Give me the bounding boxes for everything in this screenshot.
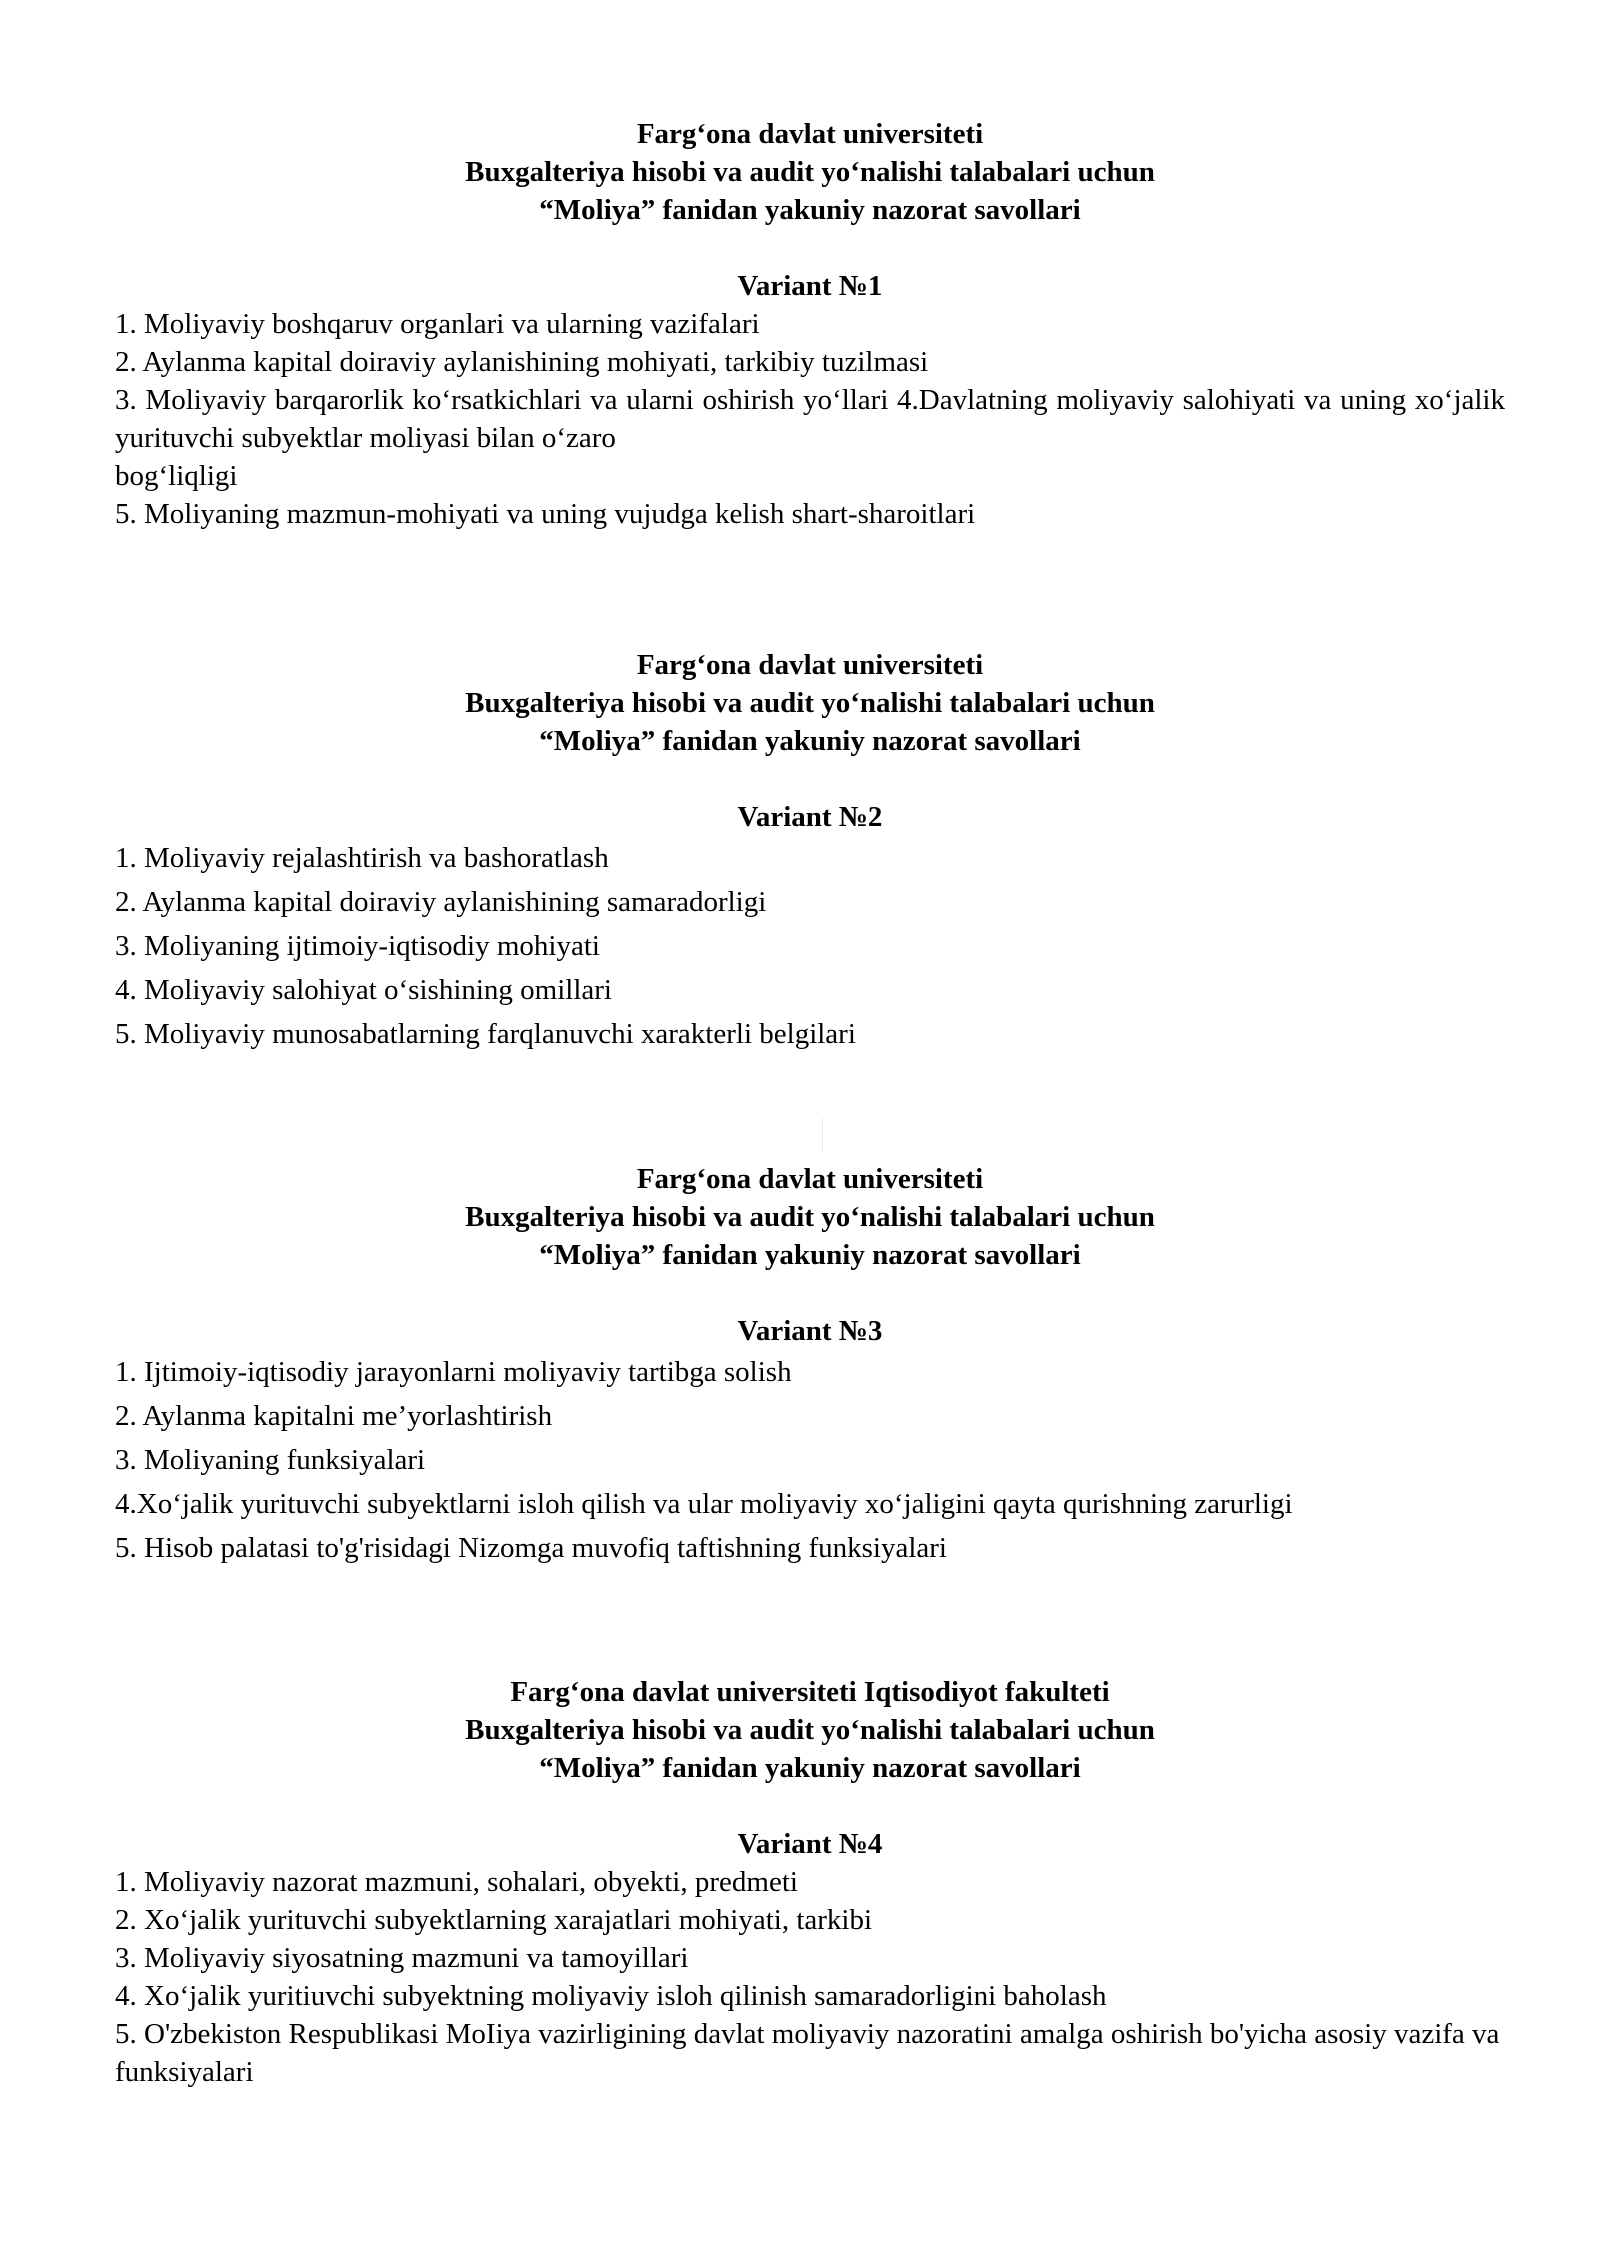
question-item: 5. O'zbekiston Respublikasi MoIiya vazirligining davlat moliyaviy nazoratini amalga oshirish bo'yicha asosiy vazifa va funksiyalari [115, 2018, 1500, 2088]
program-title: Buxgalteriya hisobi va audit yo‘nalishi talabalari uchun [465, 1201, 1155, 1233]
question-item: 1. Moliyaviy rejalashtirish va bashoratlash [115, 842, 609, 874]
program-title: Buxgalteriya hisobi va audit yo‘nalishi talabalari uchun [465, 1714, 1155, 1746]
variant-title: Variant №1 [737, 270, 883, 302]
variant-1-section [115, 115, 1505, 533]
question-item: 5. Moliyaning mazmun-mohiyati va uning vujudga kelish shart-sharoitlari [115, 498, 976, 530]
variant-4-section [115, 1673, 1505, 2091]
university-title: Farg‘ona davlat universiteti [636, 649, 984, 681]
question-item: 2. Aylanma kapital doiraviy aylanishining mohiyati, tarkibiy tuzilmasi [115, 346, 929, 378]
question-item: 5. Moliyaviy munosabatlarning farqlanuvchi xarakterli belgilari [115, 1018, 856, 1050]
question-item: 1. Moliyaviy nazorat mazmuni, sohalari, obyekti, predmeti [115, 1866, 798, 1898]
question-item: 3. Moliyaviy barqarorlik ko‘rsatkichlari va ularni oshirish yo‘llari 4.Davlatning moliyaviy salohiyati va uning xo‘jalik yurituvchi subyektlar moliyasi bilan o‘zaro [115, 384, 1505, 454]
question-item: 5. Hisob palatasi to'g'risidagi Nizomga muvofiq taftishning funksiyalari [115, 1532, 947, 1564]
question-item: 3. Moliyaning funksiyalari [115, 1444, 426, 1476]
question-item: 4. Moliyaviy salohiyat o‘sishining omillari [115, 974, 612, 1006]
question-item-continuation: bog‘liqligi [115, 460, 238, 492]
exam-title: “Moliya” fanidan yakuniy nazorat savollari [539, 1239, 1081, 1271]
university-title: Farg‘ona davlat universiteti [636, 1163, 984, 1195]
program-title: Buxgalteriya hisobi va audit yo‘nalishi talabalari uchun [465, 156, 1155, 188]
exam-title: “Moliya” fanidan yakuniy nazorat savollari [539, 1752, 1081, 1784]
faint-divider [822, 1118, 823, 1152]
question-item: 3. Moliyaning ijtimoiy-iqtisodiy mohiyati [115, 930, 600, 962]
question-item: 2. Aylanma kapitalni me’yorlashtirish [115, 1400, 553, 1432]
variant-3-section [115, 1160, 1505, 1570]
exam-title: “Moliya” fanidan yakuniy nazorat savollari [539, 725, 1081, 757]
variant-title: Variant №4 [737, 1828, 883, 1860]
question-item: 4. Xo‘jalik yuritiuvchi subyektning moliyaviy isloh qilinish samaradorligini baholash [115, 1980, 1107, 2012]
question-item: 1. Moliyaviy boshqaruv organlari va ularning vazifalari [115, 308, 760, 340]
program-title: Buxgalteriya hisobi va audit yo‘nalishi talabalari uchun [465, 687, 1155, 719]
variant-2-section [115, 646, 1505, 1056]
variant-title: Variant №2 [737, 801, 883, 833]
question-item: 4.Xo‘jalik yurituvchi subyektlarni isloh qilish va ular moliyaviy xo‘jaligini qayta qurishning zarurligi [115, 1488, 1293, 1520]
question-item: 2. Xo‘jalik yurituvchi subyektlarning xarajatlari mohiyati, tarkibi [115, 1904, 873, 1936]
exam-title: “Moliya” fanidan yakuniy nazorat savollari [539, 194, 1081, 226]
variant-title: Variant №3 [737, 1315, 883, 1347]
university-title: Farg‘ona davlat universiteti Iqtisodiyot fakulteti [510, 1676, 1110, 1708]
university-title: Farg‘ona davlat universiteti [636, 118, 984, 150]
question-item: 1. Ijtimoiy-iqtisodiy jarayonlarni moliyaviy tartibga solish [115, 1356, 792, 1388]
question-item: 3. Moliyaviy siyosatning mazmuni va tamoyillari [115, 1942, 689, 1974]
question-item: 2. Aylanma kapital doiraviy aylanishining samaradorligi [115, 886, 767, 918]
